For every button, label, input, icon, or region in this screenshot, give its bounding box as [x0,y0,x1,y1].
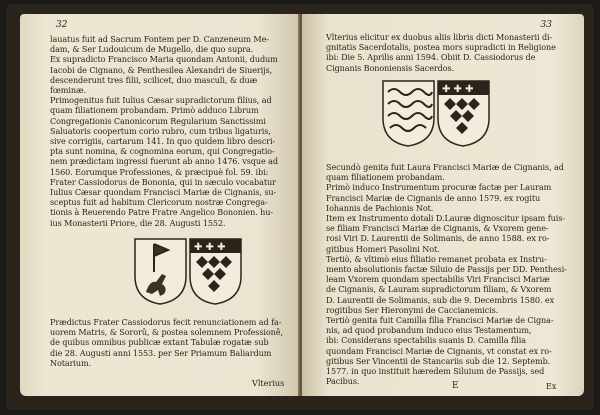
text-line: ibi: Considerans spectabilis suanis D. Camilla filia [326,335,527,346]
text-line: ius Monasterii Priore, die 28. Augusti 1552. [50,217,226,228]
right-page [302,14,584,396]
page-number: 32 [56,20,68,30]
svg-text:✚ ✚ ✚: ✚ ✚ ✚ [194,242,226,253]
text-line: dam, & Ser Ludouicum de Mugello, die quo supra. [50,44,254,55]
text-line: Pacibus. [326,376,360,387]
text-line: pta sunt nomina, & cognomina eorum, qui Congregatio- [50,146,275,157]
text-line: descenderunt tres filii, scilicet, duo masculi, & duæ [50,74,258,85]
text-line: Tertiò, & vltimò eius filiatio remanet probata ex Instru- [326,253,547,264]
page-number: 33 [540,20,552,30]
text-line: quam filiationem probandam. [326,172,445,183]
text-line: quam filiationem probandam. Primò adduco Librum [50,105,259,116]
text-line: 1560. Eorumque Professiones, & præcipuè fol. 59. ibi: [50,166,269,177]
catchword: Vlterius [252,378,285,388]
text-line: Primò induco Instrumentum procuræ factæ per Lauram [326,182,552,193]
text-line: nem prædictam ingressi fuerunt ab anno 1476. vsque ad [50,156,278,167]
text-line: Ex supradicto Francisco Maria quondam Antonii, dudum [50,54,278,65]
svg-text:✚ ✚ ✚: ✚ ✚ ✚ [442,84,474,95]
text-line: leam Vxorem quondam spectabilis Viri Francisci Mariæ [326,274,550,285]
text-line: Item ex Instrumento dotali D.Lauræ dignoscitur ipsam fuis- [326,213,565,224]
text-line: Prædictus Frater Cassiodorus fecit renunciationem ad fa- [50,317,282,327]
text-line: Secundò genita fuit Laura Francisci Mariæ de Cignanis, ad [326,162,564,172]
text-line: Cignanis Bononiensis Sacerdos. [326,62,455,73]
text-line: tionis à Reuerendo Patre Fratre Angelico Bononien. hu- [50,207,274,218]
catchword: Ex [546,381,557,391]
text-line: Vlterius elicitur ex duobus aliis libris dicti Monasterii di- [326,32,553,42]
text-line: lauatus fuit ad Sacrum Fontem per D. Canzeneum Me- [50,34,269,44]
text-line: Iacobi de Cignano, & Penthesilea Alexandri de Siuerijs, [50,64,273,75]
text-line: Frater Cassiodorus de Bononia, qui in sæculo vocabatur [50,176,276,187]
text-line: gitibus Homeri Pasolini Not. [326,243,440,254]
text-line: nis, ad quod probandum induco eius Testamentum, [326,325,532,336]
text-line: de quibus omnibus publicæ extant Tabulæ rogatæ sub [50,337,269,348]
text-line: sive corrigiis, cartarum 141. In quo quidem libro descri- [50,136,276,147]
text-line: Congregationis Canonicorum Regularium Sanctissimi [50,115,266,126]
text-line: sceptus fuit ad habitum Clericorum nostræ Congrega- [50,197,268,208]
text-line: ibi: Die 5. Aprilis anni 1594. Obiit D. Cassiodorus de [326,52,536,63]
text-line: mento absolutionis factæ Siluio de Passijs per DD. Penthesi- [326,264,567,275]
text-line: Saluatoris coopertum corio rubro, cum tribus ligaturis, [50,125,271,136]
text-line: de Cignanis, & Lauram supradictorum filiam, & Vxorem [326,284,552,295]
text-line: 1577. in quo instituit hæredem Siluium de Passijs, sed [326,366,545,377]
text-line: D. Laurentii de Solimanis, sub die 9. Decembris 1580. ex [326,294,555,305]
text-block-bottom [326,162,572,386]
text-line: se filiam Francisci Mariæ de Cignanis, & Vxorem gene- [326,223,549,234]
signature-mark: E [452,381,459,391]
text-block-top [326,32,572,73]
text-line: Notarium. [50,357,92,368]
open-book [6,4,594,410]
text-line: rosi Viri D. Laurentii de Solimanis, de anno 1588. ex ro- [326,233,550,244]
text-line: Primogenitus fuit Iulius Cæsar supradictorum filius, ad [50,95,272,106]
text-line: die 28. Augusti anni 1553. per Ser Priamum Baliardum [50,347,272,358]
text-line: rogitibus Ser Hieronymi de Caccianemicis. [326,304,499,315]
text-line: Iulius Cæsar quondam Francisci Mariæ de Cignanis, su- [50,187,277,198]
text-line: Iohannis de Pachionis Not. [326,202,434,213]
coat-of-arms-image [132,236,244,306]
left-page [20,14,300,396]
text-line: gnitatis Sacerdotalis, postea mors supradicti in Religione [326,42,556,53]
text-line: Francisci Mariæ de Cignanis de anno 1579. ex rogitu [326,192,541,203]
text-block-bottom [50,317,290,368]
coat-of-arms-image [380,78,492,148]
text-line: gitibus Ser Vincentii de Stancariis sub die 12. Septemb. [326,355,551,366]
text-block-top [50,34,290,228]
text-line: uorem Matris, & Sororû, & postea solemnem Professionê, [50,327,283,338]
text-line: quondam Francisci Mariæ de Cignanis, vt constat ex ro- [326,345,552,356]
text-line: fœminæ. [50,85,86,96]
text-line: Tertiò genita fuit Camilla filia Francisci Mariæ de Cigna- [326,315,554,326]
